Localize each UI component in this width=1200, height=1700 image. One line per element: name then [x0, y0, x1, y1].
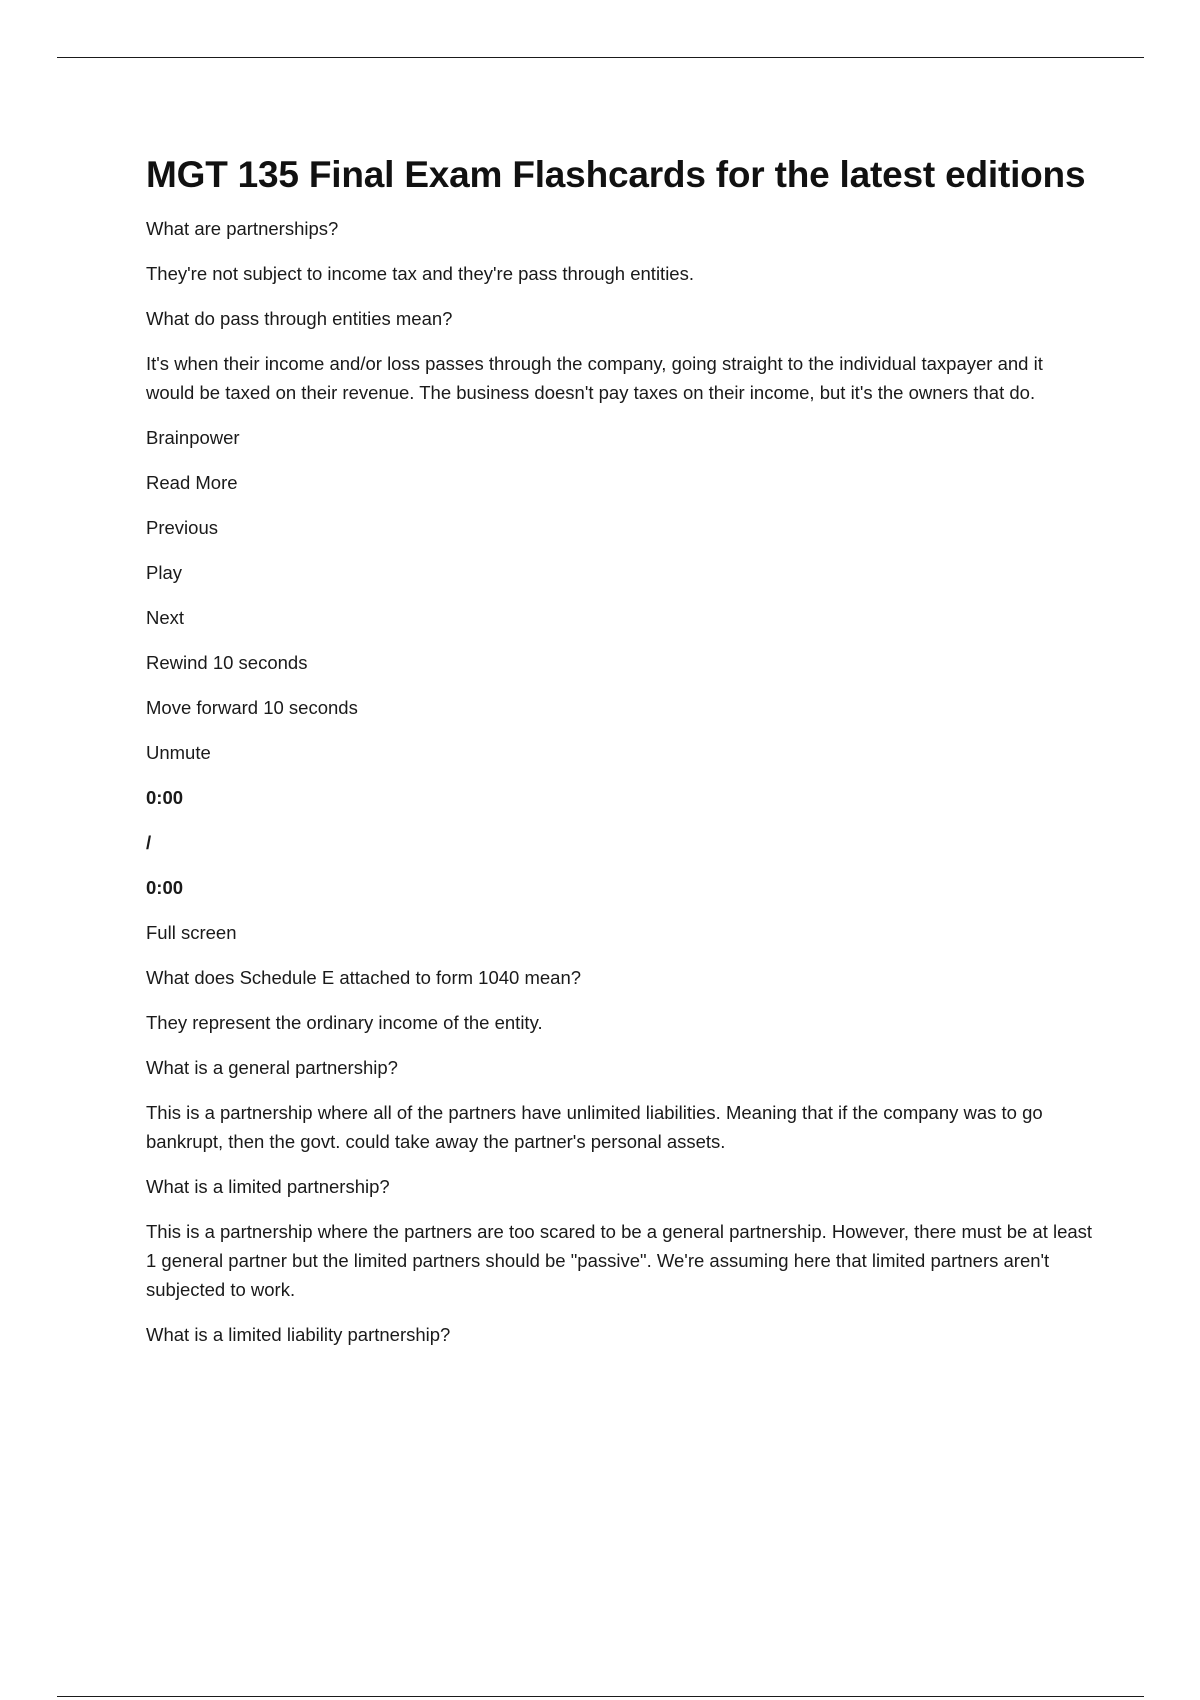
full-screen-text: Full screen	[146, 922, 237, 943]
answer-schedule-e: They represent the ordinary income of the entity.	[146, 1012, 543, 1033]
unmute-text: Unmute	[146, 742, 211, 763]
rewind-text: Rewind 10 seconds	[146, 652, 308, 673]
play-text: Play	[146, 562, 182, 583]
time-separator-text: /	[146, 832, 152, 853]
page-title: MGT 135 Final Exam Flashcards for the latest editions	[146, 154, 1086, 195]
question-schedule-e: What does Schedule E attached to form 1040 mean?	[146, 967, 582, 988]
header-rule	[57, 57, 1144, 58]
next-text: Next	[146, 607, 185, 628]
forward-text: Move forward 10 seconds	[146, 697, 358, 718]
current-time-text: 0:00	[146, 787, 184, 808]
question-pass-through: What do pass through entities mean?	[146, 308, 453, 329]
answer-pass-through: It's when their income and/or loss passes through the company, going straight to the individual taxpayer and it would be taxed on their revenue. The business doesn't pay taxes on their income, but it's the owners that do.	[146, 353, 1043, 403]
document-body	[146, 145, 1096, 1365]
question-general-partnership: What is a general partnership?	[146, 1057, 398, 1078]
answer-general-partnership: This is a partnership where all of the partners have unlimited liabilities. Meaning that if the company was to go bankrupt, then the govt. could take away the partner's personal assets.	[146, 1102, 1043, 1152]
footer-rule	[57, 1696, 1144, 1697]
read-more-text: Read More	[146, 472, 238, 493]
question-limited-partnership: What is a limited partnership?	[146, 1176, 390, 1197]
answer-limited-partnership: This is a partnership where the partners are too scared to be a general partnership. However, there must be at least 1 general partner but the limited partners should be "passive". We're assuming here that limited partners aren't subjected to work.	[146, 1221, 1093, 1300]
brainpower-label: Brainpower	[146, 427, 240, 448]
answer-partnerships: They're not subject to income tax and they're pass through entities.	[146, 263, 694, 284]
duration-text: 0:00	[146, 877, 184, 898]
question-partnerships: What are partnerships?	[146, 218, 339, 239]
previous-text: Previous	[146, 517, 218, 538]
question-limited-liability-partnership: What is a limited liability partnership?	[146, 1324, 451, 1345]
